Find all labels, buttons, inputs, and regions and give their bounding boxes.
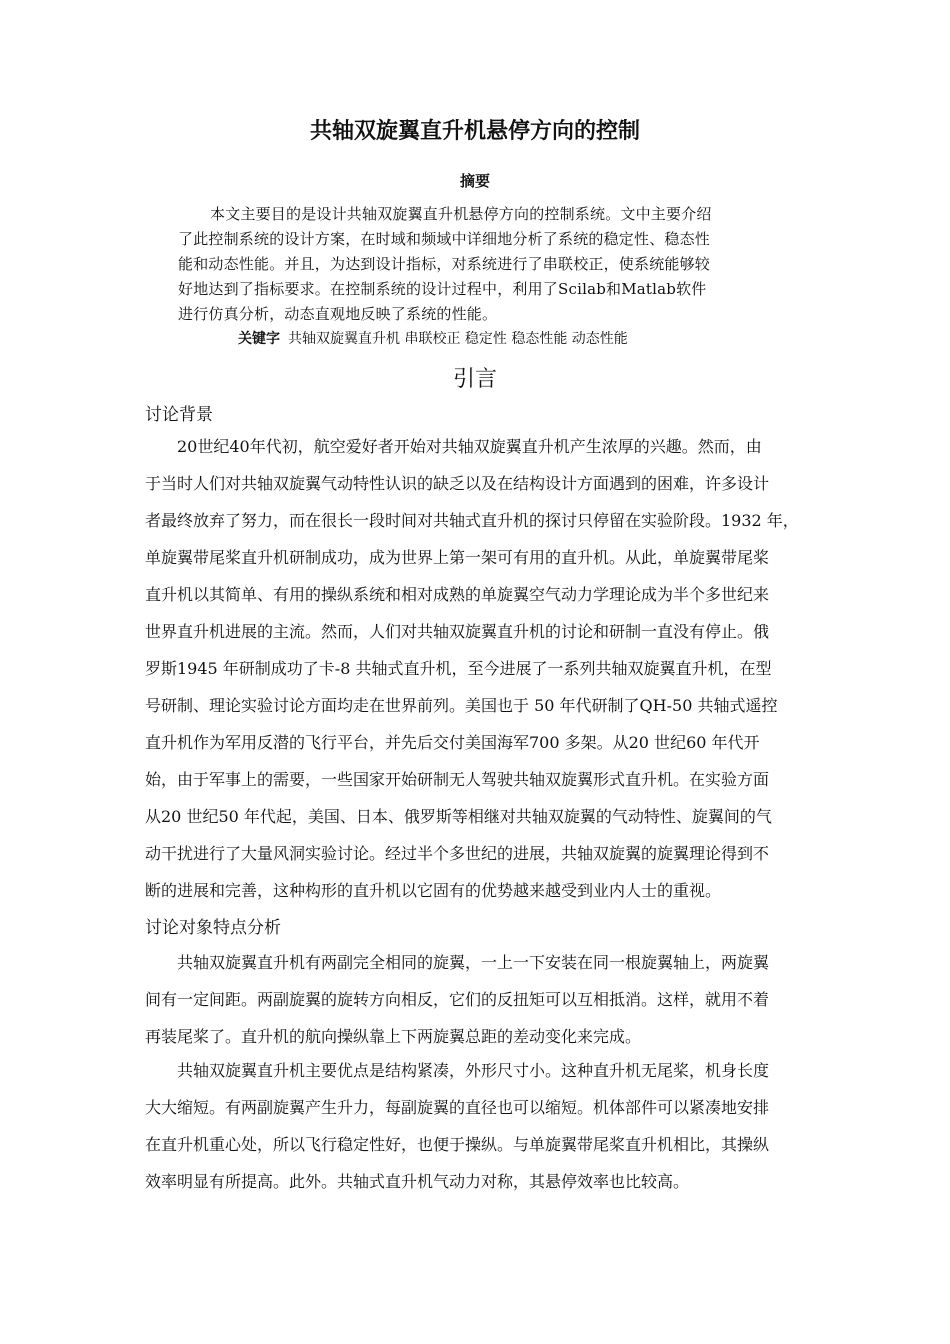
paragraph-line: 效率明显有所提高。此外。共轴式直升机气动力对称，其悬停效率也比较高。 <box>145 1172 690 1191</box>
paragraph-line: 从20 世纪50 年代起，美国、日本、俄罗斯等相继对共轴双旋翼的气动特性、旋翼间的气 <box>145 807 772 826</box>
keywords-label: 关键字 <box>238 331 280 347</box>
paragraph-line: 直升机以其简单、有用的操纵系统和相对成熟的单旋翼空气动力学理论成为半个多世纪来 <box>145 585 770 604</box>
paragraph-line: 罗斯1945 年研制成功了卡-8 共轴式直升机，至今进展了一系列共轴双旋翼直升机，在型 <box>145 659 772 678</box>
keywords-list: 共轴双旋翼直升机 串联校正 稳定性 稳态性能 动态性能 <box>288 331 628 347</box>
paragraph-line: 于当时人们对共轴双旋翼气动特性认识的缺乏以及在结构设计方面遇到的困难，许多设计 <box>145 474 770 493</box>
paragraph-line: 在直升机重心处，所以飞行稳定性好，也便于操纵。与单旋翼带尾桨直升机相比，其操纵 <box>145 1135 770 1154</box>
keywords <box>238 328 628 348</box>
paragraph-line: 间有一定间距。两副旋翼的旋转方向相反，它们的反扭矩可以互相抵消。这样，就用不着 <box>145 990 770 1009</box>
section-heading: 讨论背景 <box>145 405 213 425</box>
abstract-line: 能和动态性能。并且，为达到设计指标，对系统进行了串联校正，使系统能够较 <box>178 255 711 273</box>
abstract-line: 好地达到了指标要求。在控制系统的设计过程中，利用了Scilab和Matlab软件 <box>178 280 707 298</box>
abstract-line: 本文主要目的是设计共轴双旋翼直升机悬停方向的控制系统。文中主要介绍 <box>210 205 712 223</box>
page-title: 共轴双旋翼直升机悬停方向的控制 <box>309 119 640 144</box>
paragraph-line: 共轴双旋翼直升机主要优点是结构紧凑，外形尺寸小。这种直升机无尾桨，机身长度 <box>177 1061 770 1080</box>
paragraph-line: 共轴双旋翼直升机有两副完全相同的旋翼，一上一下安装在同一根旋翼轴上，两旋翼 <box>177 953 770 972</box>
paragraph-line: 大大缩短。有两副旋翼产生升力，每副旋翼的直径也可以缩短。机体部件可以紧凑地安排 <box>145 1098 770 1117</box>
abstract-heading: 摘要 <box>459 172 490 190</box>
section-heading: 讨论对象特点分析 <box>145 918 281 938</box>
paragraph-line: 直升机作为军用反潜的飞行平台，并先后交付美国海军700 多架。从20 世纪60 年代开 <box>145 733 760 752</box>
intro-heading: 引言 <box>452 367 497 392</box>
paragraph-line: 者最终放弃了努力，而在很长一段时间对共轴式直升机的探讨只停留在实验阶段。1932 年， <box>145 511 799 530</box>
paragraph-line: 再装尾桨了。直升机的航向操纵靠上下两旋翼总距的差动变化来完成。 <box>145 1027 642 1046</box>
paragraph-line: 断的进展和完善，这种构形的直升机以它固有的优势越来越受到业内人士的重视。 <box>145 881 722 900</box>
paragraph-line: 世界直升机进展的主流。然而，人们对共轴双旋翼直升机的讨论和研制一直没有停止。俄 <box>145 622 770 641</box>
abstract-line: 了此控制系统的设计方案，在时域和频域中详细地分析了系统的稳定性、稳态性 <box>178 230 711 248</box>
paragraph-line: 20世纪40年代初，航空爱好者开始对共轴双旋翼直升机产生浓厚的兴趣。然而，由 <box>177 437 762 456</box>
abstract-line: 进行仿真分析，动态直观地反映了系统的性能。 <box>178 305 498 323</box>
paragraph-line: 始，由于军事上的需要，一些国家开始研制无人驾驶共轴双旋翼形式直升机。在实验方面 <box>145 770 770 789</box>
paragraph-line: 单旋翼带尾桨直升机研制成功，成为世界上第一架可有用的直升机。从此，单旋翼带尾桨 <box>145 548 770 567</box>
paragraph-line: 动干扰进行了大量风洞实验讨论。经过半个多世纪的进展，共轴双旋翼的旋翼理论得到不 <box>145 844 770 863</box>
paragraph-line: 号研制、理论实验讨论方面均走在世界前列。美国也于 50 年代研制了QH-50 共轴式遥控 <box>145 696 778 715</box>
